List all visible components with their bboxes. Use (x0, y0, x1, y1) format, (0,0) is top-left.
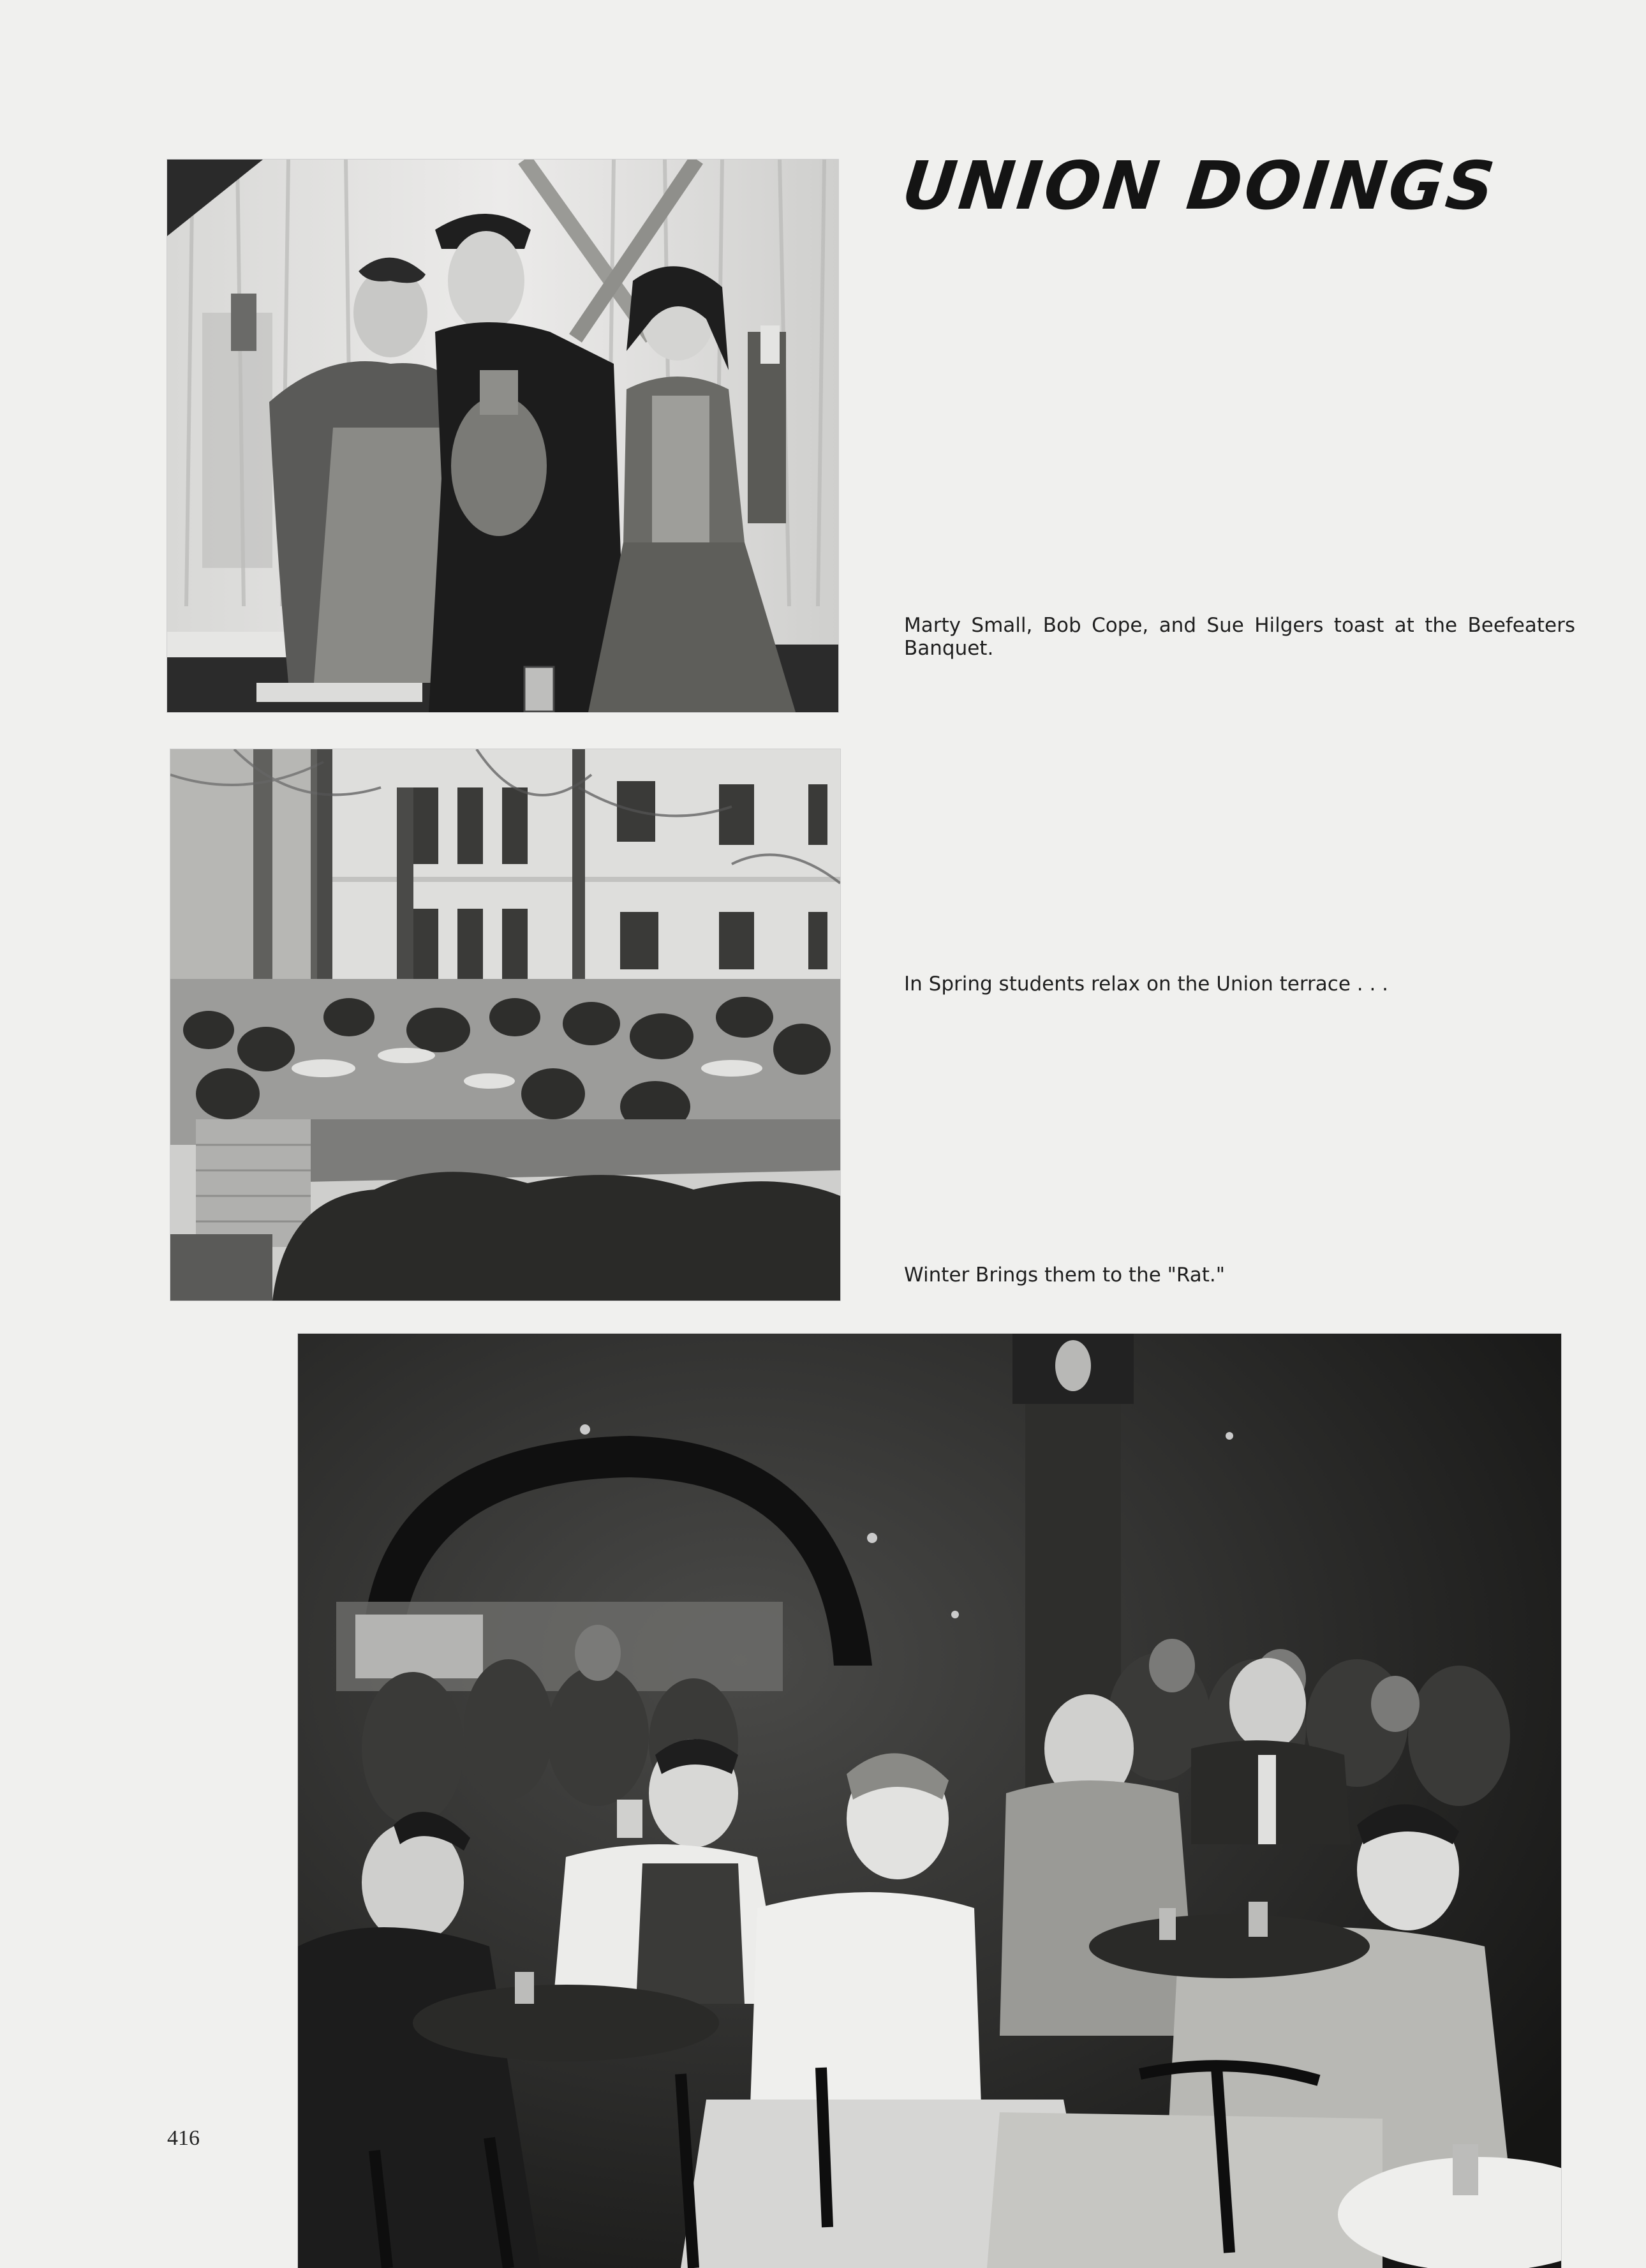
page-number: 416 (167, 2126, 200, 2150)
terrace-photo (170, 749, 840, 1301)
rathskeller-photo (298, 1334, 1561, 2268)
banquet-photo (167, 160, 838, 712)
page-title: UNION DOINGS (898, 147, 1501, 225)
terrace-caption: In Spring students relax on the Union terrace . . . (904, 973, 1389, 996)
banquet-caption: Marty Small, Bob Cope, and Sue Hilgers toast at the Beefeaters Banquet. (904, 614, 1575, 660)
winter-caption: Winter Brings them to the "Rat." (904, 1264, 1226, 1287)
